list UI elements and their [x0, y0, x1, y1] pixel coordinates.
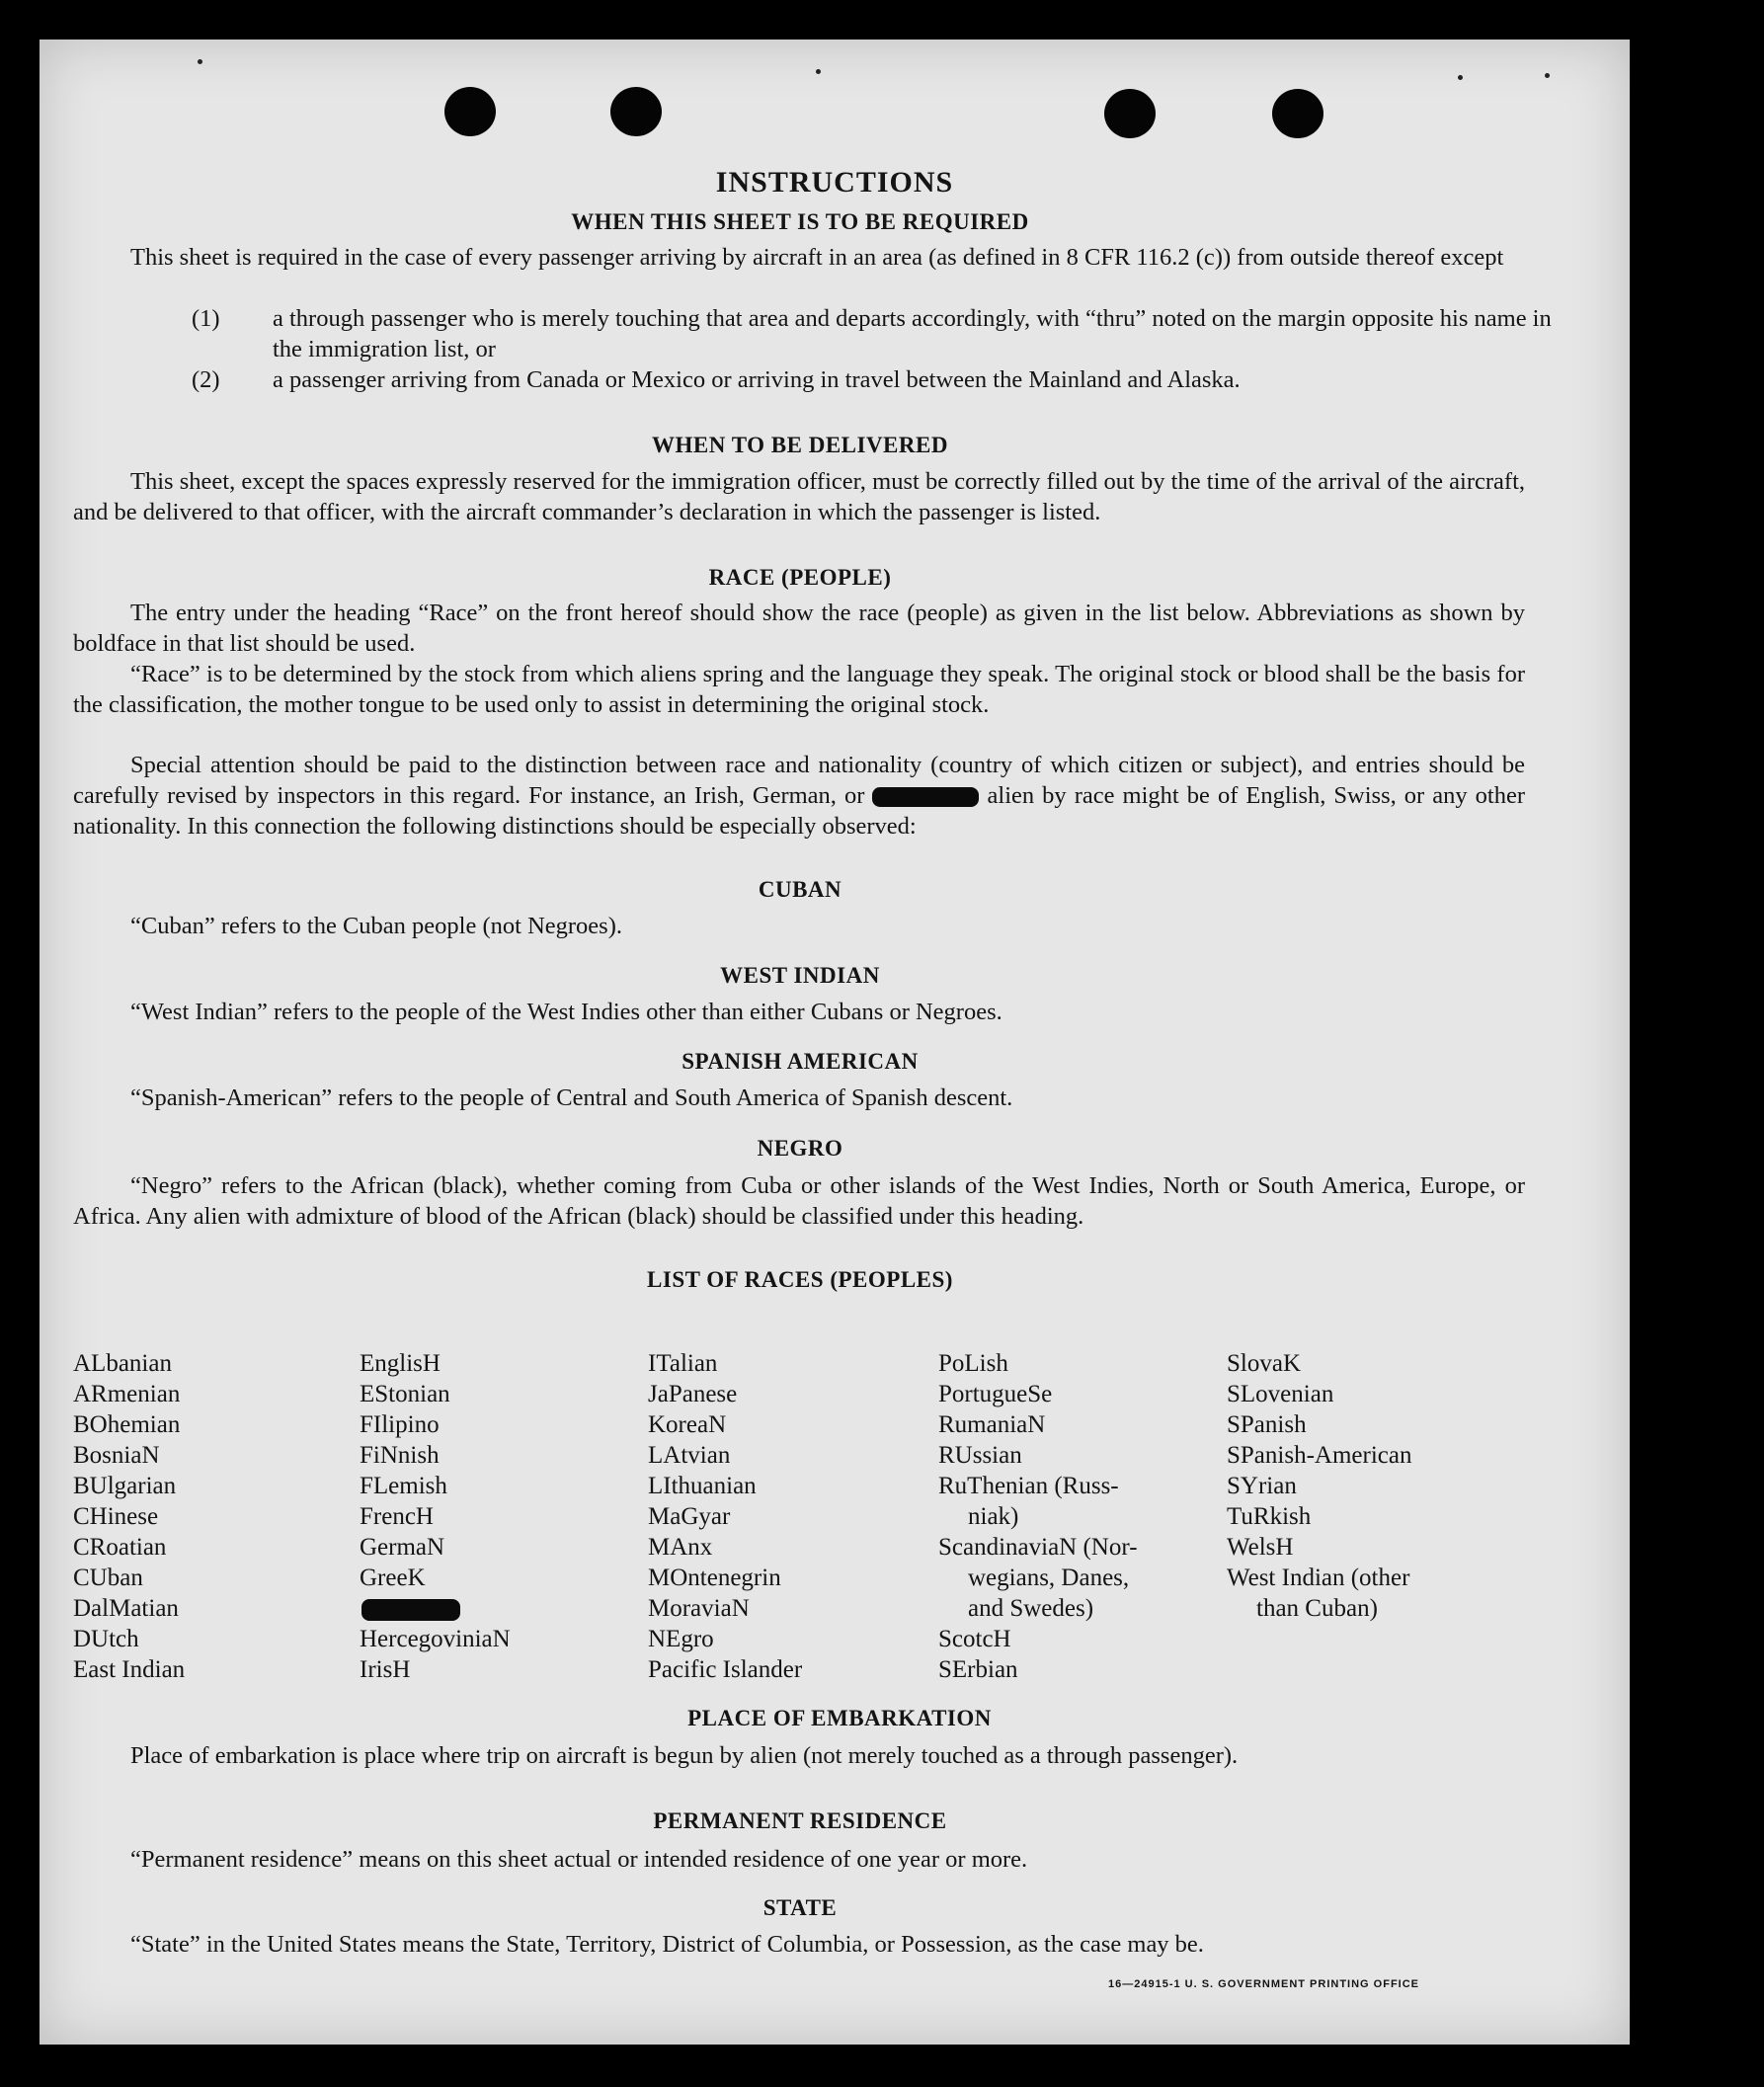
race-column-1	[73, 1348, 185, 1685]
race-item: SLovenian	[1227, 1381, 1334, 1407]
heading-cuban: CUBAN	[758, 877, 842, 902]
redaction-mark	[872, 787, 979, 807]
speck	[1458, 75, 1463, 80]
race-item: NEgro	[648, 1626, 714, 1652]
heading-list-of-races: LIST OF RACES (PEOPLES)	[647, 1267, 953, 1292]
heading-when-required: WHEN THIS SHEET IS TO BE REQUIRED	[571, 209, 1029, 234]
race-item: BosniaN	[73, 1442, 160, 1469]
race-column-2	[360, 1348, 511, 1685]
race-item: HercegoviniaN	[360, 1626, 511, 1652]
punch-hole-4	[1272, 89, 1323, 138]
instruction-sheet	[40, 40, 1630, 2045]
race-item: GreeK	[360, 1565, 426, 1591]
race-item: DalMatian	[73, 1595, 179, 1622]
heading-negro: NEGRO	[757, 1136, 843, 1161]
race-column-5	[1227, 1348, 1411, 1624]
race-item: niak)	[968, 1503, 1019, 1530]
race-item: SPanish	[1227, 1411, 1307, 1438]
race-item: LAtvian	[648, 1442, 731, 1469]
spanish-american-text: “Spanish-American” refers to the people of Central and South America of Spanish descent.	[130, 1084, 1013, 1111]
race-item: CUban	[73, 1565, 143, 1591]
race-item: PoLish	[938, 1350, 1008, 1377]
page-title: INSTRUCTIONS	[715, 166, 954, 199]
race-item: West Indian (other	[1227, 1565, 1410, 1591]
race-item: KoreaN	[648, 1411, 727, 1438]
race-item: CRoatian	[73, 1534, 167, 1561]
speck	[1545, 73, 1550, 78]
race-item: RumaniaN	[938, 1411, 1046, 1438]
race-column-4	[938, 1348, 1138, 1685]
cuban-text: “Cuban” refers to the Cuban people (not Negroes).	[130, 913, 622, 939]
heading-west-indian: WEST INDIAN	[720, 963, 880, 988]
heading-state: STATE	[762, 1895, 838, 1920]
race-paragraph-3-start: Special attention should be paid to the distinction between race and nationality (country of which citizen or subject), and entries should be carefully revised by inspectors in this regard. For instance, an Irish, German, or	[73, 752, 1525, 809]
race-item: WelsH	[1227, 1534, 1294, 1561]
race-item: SPanish-American	[1227, 1442, 1412, 1469]
race-item: EnglisH	[360, 1350, 441, 1377]
race-item: MoraviaN	[648, 1595, 750, 1622]
punch-hole-3	[1104, 89, 1156, 138]
race-paragraph-3	[73, 750, 1525, 842]
punch-hole-2	[610, 87, 662, 136]
race-paragraph-3-end: alien by race might be of English, Swiss, or any other nationality. In this connection the following distinctions should be especially observed:	[73, 782, 1526, 840]
race-item: PortugueSe	[938, 1381, 1053, 1407]
race-item: DUtch	[73, 1626, 139, 1652]
race-item: MOntenegrin	[648, 1565, 781, 1591]
item-number: (1)	[192, 305, 220, 332]
item-text: a through passenger who is merely touching that area and departs accordingly, with “thru” noted on the margin opposite his name in the immigration list, or	[273, 305, 1552, 362]
heading-permanent-residence: PERMANENT RESIDENCE	[653, 1808, 947, 1833]
race-item: FLemish	[360, 1473, 447, 1499]
residence-text: “Permanent residence” means on this sheet actual or intended residence of one year or more.	[130, 1846, 1028, 1873]
race-item: wegians, Danes,	[968, 1565, 1130, 1591]
race-item: ScotcH	[938, 1626, 1011, 1652]
race-item: SErbian	[938, 1656, 1018, 1683]
race-item: SYrian	[1227, 1473, 1297, 1499]
race-item: Pacific Islander	[648, 1656, 803, 1683]
redaction-mark	[360, 1593, 511, 1624]
race-item: ARmenian	[73, 1381, 181, 1407]
race-item: ScandinaviaN (Nor-	[938, 1534, 1138, 1561]
negro-text: “Negro” refers to the African (black), whether coming from Cuba or other islands of the West Indies, North or South America, Europe, or Africa. Any alien with admixture of blood of the African (black) should be classified under this heading.	[73, 1172, 1525, 1230]
race-item: RUssian	[938, 1442, 1022, 1469]
race-item: LIthuanian	[648, 1473, 757, 1499]
race-item: BOhemian	[73, 1411, 181, 1438]
race-item: than Cuban)	[1256, 1595, 1378, 1622]
race-item: ITalian	[648, 1350, 718, 1377]
race-item: SlovaK	[1227, 1350, 1301, 1377]
race-item: JaPanese	[648, 1381, 738, 1407]
race-item: MAnx	[648, 1534, 713, 1561]
race-item: RuThenian (Russ-	[938, 1473, 1119, 1499]
heading-race: RACE (PEOPLE)	[708, 565, 892, 590]
embarkation-text: Place of embarkation is place where trip on aircraft is begun by alien (not merely touched as a through passenger).	[130, 1742, 1239, 1769]
heading-when-delivered: WHEN TO BE DELIVERED	[652, 433, 948, 457]
race-item: ALbanian	[73, 1350, 172, 1377]
west-indian-text: “West Indian” refers to the people of the West Indies other than either Cubans or Negroes.	[130, 999, 1002, 1025]
speck	[198, 59, 202, 64]
race-paragraph-1: The entry under the heading “Race” on the front hereof should show the race (people) as given in the list below. Abbreviations as shown by boldface in that list should be used.	[73, 600, 1525, 657]
race-item: CHinese	[73, 1503, 159, 1530]
speck	[816, 69, 821, 74]
race-paragraph-2: “Race” is to be determined by the stock from which aliens spring and the language they speak. The original stock or blood shall be the basis for the classification, the mother tongue to be used only to assist in determining the original stock.	[73, 661, 1525, 718]
race-item: MaGyar	[648, 1503, 731, 1530]
race-item: TuRkish	[1227, 1503, 1312, 1530]
race-item: FrencH	[360, 1503, 434, 1530]
race-item: and Swedes)	[968, 1595, 1094, 1622]
race-item: BUlgarian	[73, 1473, 177, 1499]
race-item: FiNnish	[360, 1442, 440, 1469]
race-item: GermaN	[360, 1534, 445, 1561]
race-item: EStonian	[360, 1381, 450, 1407]
item-text: a passenger arriving from Canada or Mexico or arriving in travel between the Mainland and Alaska.	[273, 366, 1241, 393]
when-required-intro: This sheet is required in the case of every passenger arriving by aircraft in an area (as defined in 8 CFR 116.2 (c)) from outside thereof except	[130, 244, 1504, 271]
heading-place-of-embarkation: PLACE OF EMBARKATION	[687, 1706, 992, 1730]
footer-printer-mark: 16—24915-1 U. S. GOVERNMENT PRINTING OFFICE	[1108, 1978, 1420, 1990]
race-item: FIlipino	[360, 1411, 440, 1438]
item-number: (2)	[192, 366, 220, 393]
state-text: “State” in the United States means the State, Territory, District of Columbia, or Possession, as the case may be.	[130, 1931, 1204, 1958]
punch-hole-1	[444, 87, 496, 136]
race-item: East Indian	[73, 1656, 186, 1683]
heading-spanish-american: SPANISH AMERICAN	[682, 1049, 919, 1074]
race-item: IrisH	[360, 1656, 411, 1683]
race-column-3	[648, 1348, 802, 1685]
when-delivered-text: This sheet, except the spaces expressly reserved for the immigration officer, must be correctly filled out by the time of the arrival of the aircraft, and be delivered to that officer, with the aircraft commander’s declaration in which the passenger is listed.	[73, 468, 1525, 525]
